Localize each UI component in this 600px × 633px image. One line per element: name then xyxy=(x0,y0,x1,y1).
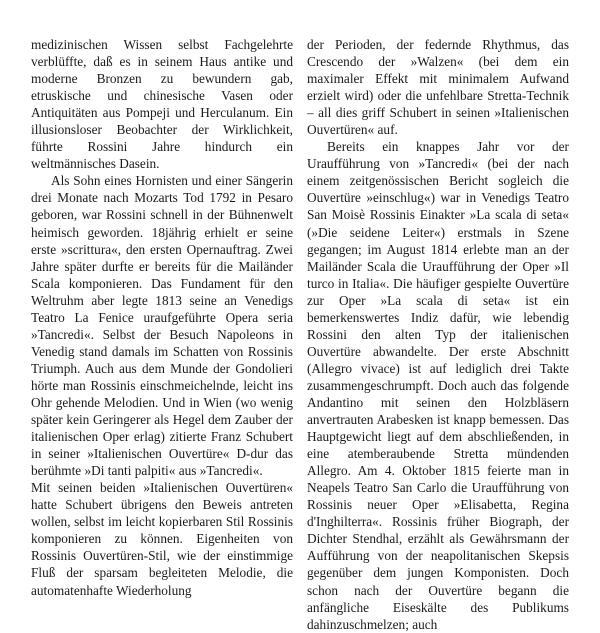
paragraph: Als Sohn eines Hornisten und einer Sängerin drei Monate nach Mozarts Tod 1792 in Pesaro geboren, war Rossini schnell in der Bühnenwelt heimisch geworden. 18jährig erhielt er seine erste »scrittura«, den ersten Opernauftrag. Zwei Jahre später durfte er bereits für die Mailänder Scala komponieren. Das Fundament für den Weltruhm aber legte 1813 seine an Venedigs Teatro La Fenice uraufgeführte Opera seria »Tancredi«. Selbst der Besuch Napoleons in Venedig stand damals im Schatten von Rossinis Triumph. Auch aus dem Munde der Gondolieri hörte man Rossinis einschmeichelnde, leicht ins Ohr gehende Melodien. Und in Wien (wo wenig später kein Geringerer als Hegel dem Zauber der italienischen Oper erlag) zitierte Franz Schubert in seiner »Italienischen Ouvertüre« D-dur das berühmte »Di tanti palpiti« aus »Tancredi«. xyxy=(31,173,293,479)
paragraph: Mit seinen beiden »Italienischen Ouvertüren« hatte Schubert übrigens den Beweis antreten wollen, selbst im leicht kopierbaren Stil Rossinis komponieren zu können. Eigenheiten von Rossinis Ouvertüren-Stil, wie der einstimmige Fluß der sparsam begleiteten Melodie, die automatenhafte Wiederholung xyxy=(31,480,293,598)
left-text-column xyxy=(31,36,293,599)
paragraph: der Perioden, der federnde Rhythmus, das Crescendo der »Walzen« (bei dem ein maximaler Effekt mit minimalem Aufwand erzielt wird) oder die unfehlbare Stretta-Technik – all dies griff Schubert in seinen »Italienischen Ouvertüren« auf. xyxy=(307,37,569,138)
paragraph: medizinischen Wissen selbst Fachgelehrte verblüffte, daß es in seinem Haus antike und moderne Bronzen zu bewundern gab, etruskische und chinesische Vasen oder Antiquitäten aus Pompeji und Herculanum. Ein illusionsloser Beobachter der Wirklichkeit, führte Rossini Jahre hindurch ein weltmännisches Dasein. xyxy=(31,37,293,172)
right-text-column xyxy=(307,36,569,633)
paragraph: Bereits ein knappes Jahr vor der Uraufführung von »Tancredi« (bei der nach einem zeitgenössischen Bericht sogleich die Ouvertüre »einschlug«) war in Venedigs Teatro San Moisè Rossinis Einakter »La scala di seta« (»Die seidene Leiter«) erstmals in Szene gegangen; im August 1814 erlebte man an der Mailänder Scala die Uraufführung der Oper »Il turco in Italia«. Die häufiger gespielte Ouvertüre zur Oper »La scala di seta« ist ein bemerkenswertes Indiz dafür, wie lebendig Rossini den alten Typ der italienischen Ouvertüre abwandelte. Der erste Abschnitt (Allegro vivace) ist auf lediglich drei Takte zusammengeschrumpft. Doch auch das folgende Andantino mit seinen den Holzbläsern anvertrauten Arabesken ist knapp bemessen. Das Hauptgewicht liegt auf dem abschließenden, in eine atemberaubende Stretta mündenden Allegro. Am 4. Oktober 1815 feierte man in Neapels Teatro San Carlo die Uraufführung von Rossinis neuer Oper »Elisabetta, Regina d'Inghilterra«. Rossinis früher Biograph, der Dichter Stendhal, erzählt als Gewährsmann der Aufführung von der neapolitanischen Skepsis gegenüber dem jungen Komponisten. Doch schon nach der Ouvertüre begann die anfängliche Eiseskälte des Publikums dahinzuschmelzen; auch xyxy=(307,139,569,632)
